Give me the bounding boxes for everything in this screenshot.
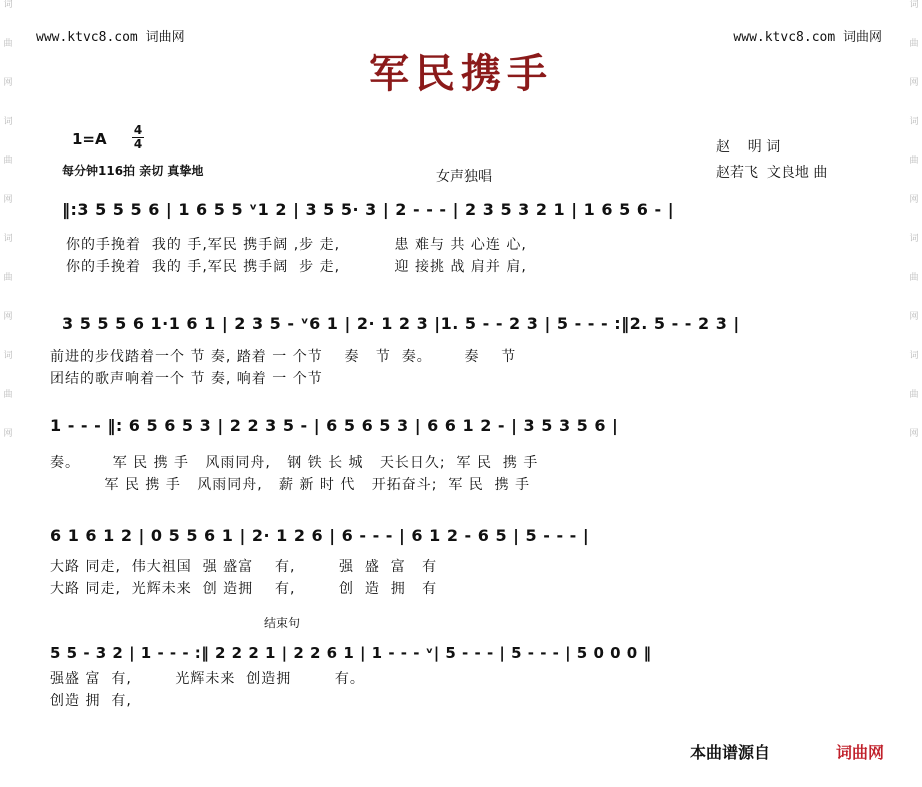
watermark-char: 词 [3,0,13,10]
watermark-char: 网 [909,429,919,439]
watermark-char: 曲 [909,39,919,49]
score-row-3: 1 - - - ‖: 6 5 6 5 3 | 2 2 3 5 - | 6 5 6 5 3 | 6 6 1 2 - | 3 5 3 5 6 | [50,416,619,435]
key-signature: 1=A [72,130,107,148]
watermark-char: 词 [3,117,13,127]
coda-label: 结束句 [264,616,301,630]
right-watermark-column [906,0,922,787]
site-link-right[interactable]: www.ktvc8.com 词曲网 [733,30,882,45]
lyricist-credit: 赵 明 词 [716,139,781,155]
watermark-char: 曲 [3,156,13,166]
watermark-char: 网 [909,312,919,322]
watermark-char: 曲 [3,39,13,49]
lyrics-row-1-verse-1: 你的手挽着 我的 手,军民 携手阔 ,步 走, 患 难与 共 心连 心, [66,237,527,253]
watermark-char: 网 [909,195,919,205]
score-row-2: 3 5 5 5 6 1·1 6 1 | 2 3 5 - ᵛ6 1 | 2· 1 2 3 |1. 5 - - 2 3 | 5 - - - :‖2. 5 - - 2 3 | [62,314,740,333]
watermark-char: 网 [3,312,13,322]
score-row-4: 6 1 6 1 2 | 0 5 5 6 1 | 2· 1 2 6 | 6 - - - | 6 1 2 - 6 5 | 5 - - - | [50,526,590,545]
score-row-5: 5 5 - 3 2 | 1 - - - :‖ 2 2 2 1 | 2 2 6 1 | 1 - - - ᵛ| 5 - - - | 5 - - - | 5 0 0 0 ‖ [50,644,652,662]
watermark-char: 曲 [909,390,919,400]
watermark-char: 词 [909,117,919,127]
site-link-left[interactable]: www.ktvc8.com 词曲网 [36,30,185,45]
watermark-char: 词 [909,234,919,244]
watermark-char: 词 [3,234,13,244]
watermark-char: 词 [909,351,919,361]
composer-credit: 赵若飞 文良地 曲 [716,165,828,181]
time-signature-bottom: 4 [133,137,143,151]
watermark-char: 网 [3,195,13,205]
voice-type: 女声独唱 [436,169,492,185]
left-watermark-column [0,0,16,787]
lyrics-row-1-verse-2: 你的手挽着 我的 手,军民 携手阔 步 走, 迎 接挑 战 肩并 肩, [66,259,527,275]
watermark-char: 曲 [3,390,13,400]
watermark-char: 曲 [909,156,919,166]
watermark-char: 网 [3,429,13,439]
time-signature [132,124,144,151]
score-row-1: ‖:3 5 5 5 6 | 1 6 5 5 ᵛ1 2 | 3 5 5· 3 | 2 - - - | 2 3 5 3 2 1 | 1 6 5 6 - | [62,200,675,219]
source-label: 本曲谱源自 [690,743,771,762]
watermark-char: 网 [909,78,919,88]
lyrics-row-2-verse-1: 前进的步伐踏着一个 节 奏, 踏着 一 个节 奏 节 奏。 奏 节 [50,349,517,365]
lyrics-row-5-verse-2: 创造 拥 有, [50,693,132,709]
song-title: 军民携手 [369,50,553,97]
watermark-char: 词 [909,0,919,10]
lyrics-row-2-verse-2: 团结的歌声响着一个 节 奏, 响着 一 个节 [50,371,323,387]
watermark-char: 曲 [909,273,919,283]
tempo-marking: 每分钟116拍 亲切 真挚地 [62,164,204,178]
watermark-char: 曲 [3,273,13,283]
watermark-char: 词 [3,351,13,361]
watermark-char: 网 [3,78,13,88]
source-site-link[interactable]: 词曲网 [836,743,885,762]
lyrics-row-4-verse-1: 大路 同走, 伟大祖国 强 盛富 有, 强 盛 富 有 [50,559,438,575]
lyrics-row-3-verse-2: 军 民 携 手 风雨同舟, 薪 新 时 代 开拓奋斗; 军 民 携 手 [50,477,531,493]
time-signature-top: 4 [133,123,143,137]
lyrics-row-4-verse-2: 大路 同走, 光辉未来 创 造拥 有, 创 造 拥 有 [50,581,438,597]
lyrics-row-5-verse-1: 强盛 富 有, 光辉未来 创造拥 有。 [50,671,365,687]
lyrics-row-3-verse-1: 奏。 军 民 携 手 风雨同舟, 钢 铁 长 城 天长日久; 军 民 携 手 [50,455,539,471]
